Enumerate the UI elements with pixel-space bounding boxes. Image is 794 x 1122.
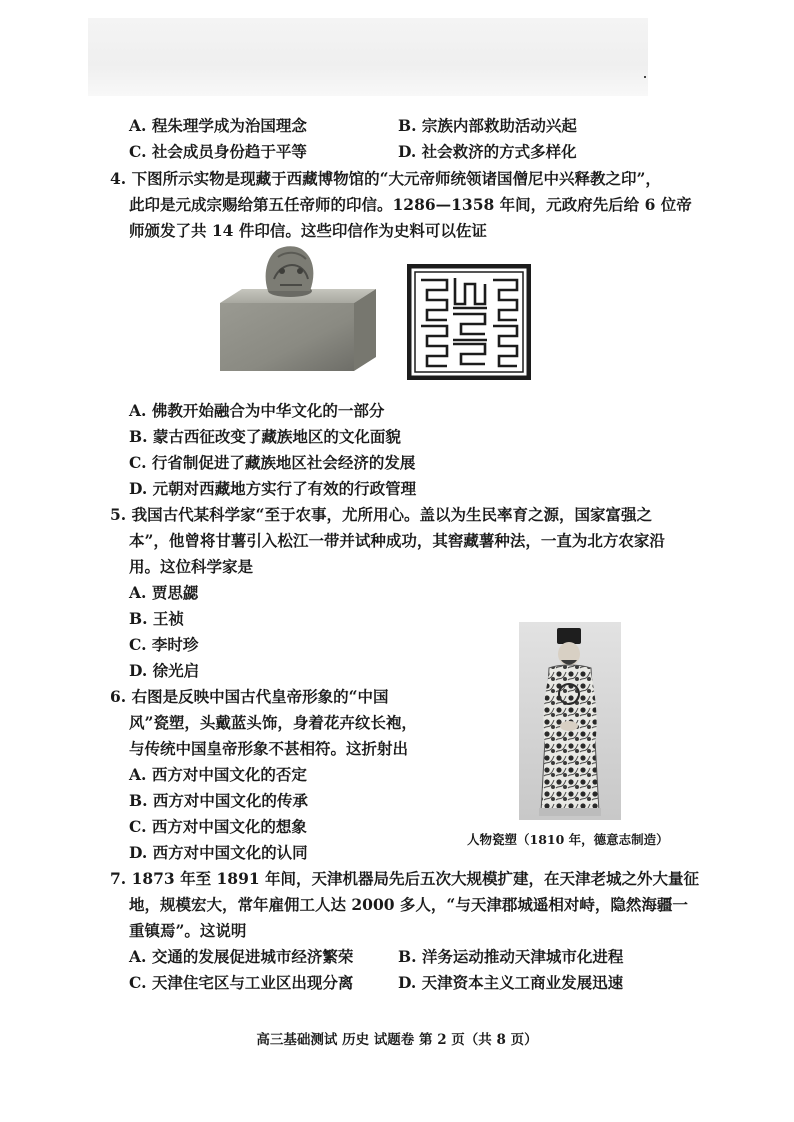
q6-option-a: A. 西方对中国文化的否定 <box>129 765 307 784</box>
q7-stem-line2: 地，规模宏大，常年雇佣工人达 2000 多人，“与天津郡城遥相对峙，隐然海疆一 <box>129 895 688 914</box>
seal-photo <box>216 243 380 377</box>
header-scan-shadow <box>88 18 648 96</box>
q6-stem-line1: 6. 右图是反映中国古代皇帝形象的“中国 <box>110 687 389 706</box>
q5-option-d: D. 徐光启 <box>129 661 200 680</box>
page-footer: 高三基础测试 历史 试题卷 第 2 页（共 8 页） <box>256 1032 538 1048</box>
q7-option-c: C. 天津住宅区与工业区出现分离 <box>129 973 354 992</box>
q3-option-d: D. 社会救济的方式多样化 <box>398 142 577 161</box>
q5-stem-line2: 本”，他曾将甘薯引入松江一带并试种成功，其窖藏薯种法，一直为北方农家沿 <box>129 531 665 550</box>
q6-stem-line3: 与传统中国皇帝形象不甚相符。这折射出 <box>129 739 409 758</box>
q6-option-b: B. 西方对中国文化的传承 <box>129 791 308 810</box>
q4-option-a: A. 佛教开始融合为中华文化的一部分 <box>129 401 385 420</box>
q3-option-b: B. 宗族内部救助活动兴起 <box>398 116 577 135</box>
q4-option-d: D. 元朝对西藏地方实行了有效的行政管理 <box>129 479 417 498</box>
q4-stem-line3: 师颁发了共 14 件印信。这些印信作为史料可以佐证 <box>129 221 487 240</box>
q7-stem-line1: 7. 1873 年至 1891 年间，天津机器局先后五次大规模扩建，在天津老城之外大量征 <box>110 869 700 888</box>
q7-option-d: D. 天津资本主义工商业发展迅速 <box>398 973 624 992</box>
q4-stem-line1: 4. 下图所示实物是现藏于西藏博物馆的“大元帝师统领诸国僧尼中兴释教之印”， <box>110 169 661 188</box>
q4-option-c: C. 行省制促进了藏族地区社会经济的发展 <box>129 453 416 472</box>
q6-option-c: C. 西方对中国文化的想象 <box>129 817 307 836</box>
q5-option-b: B. 王祯 <box>129 609 184 628</box>
q5-stem-line3: 用。这位科学家是 <box>129 557 254 576</box>
q5-stem-line1: 5. 我国古代某科学家“至于农事，尤所用心。盖以为生民率育之源，国家富强之 <box>110 505 652 524</box>
q3-option-c: C. 社会成员身份趋于平等 <box>129 142 307 161</box>
q6-stem-line2: 风”瓷塑，头戴蓝头饰，身着花卉纹长袍， <box>129 713 417 732</box>
q3-option-a: A. 程朱理学成为治国理念 <box>129 116 307 135</box>
seal-impression <box>407 264 531 380</box>
q7-option-b: B. 洋务运动推动天津城市化进程 <box>398 947 624 966</box>
q6-option-d: D. 西方对中国文化的认同 <box>129 843 308 862</box>
porcelain-figure-photo <box>519 622 621 820</box>
scan-dot <box>644 76 646 78</box>
q4-option-b: B. 蒙古西征改变了藏族地区的文化面貌 <box>129 427 401 446</box>
q5-option-a: A. 贾思勰 <box>129 583 199 602</box>
figure-caption: 人物瓷塑（1810 年，德意志制造） <box>467 832 669 847</box>
q5-option-c: C. 李时珍 <box>129 635 199 654</box>
q7-stem-line3: 重镇焉”。这说明 <box>129 921 247 940</box>
q4-stem-line2: 此印是元成宗赐给第五任帝师的印信。1286—1358 年间，元政府先后给 6 位帝 <box>129 195 692 214</box>
q7-option-a: A. 交通的发展促进城市经济繁荣 <box>129 947 354 966</box>
